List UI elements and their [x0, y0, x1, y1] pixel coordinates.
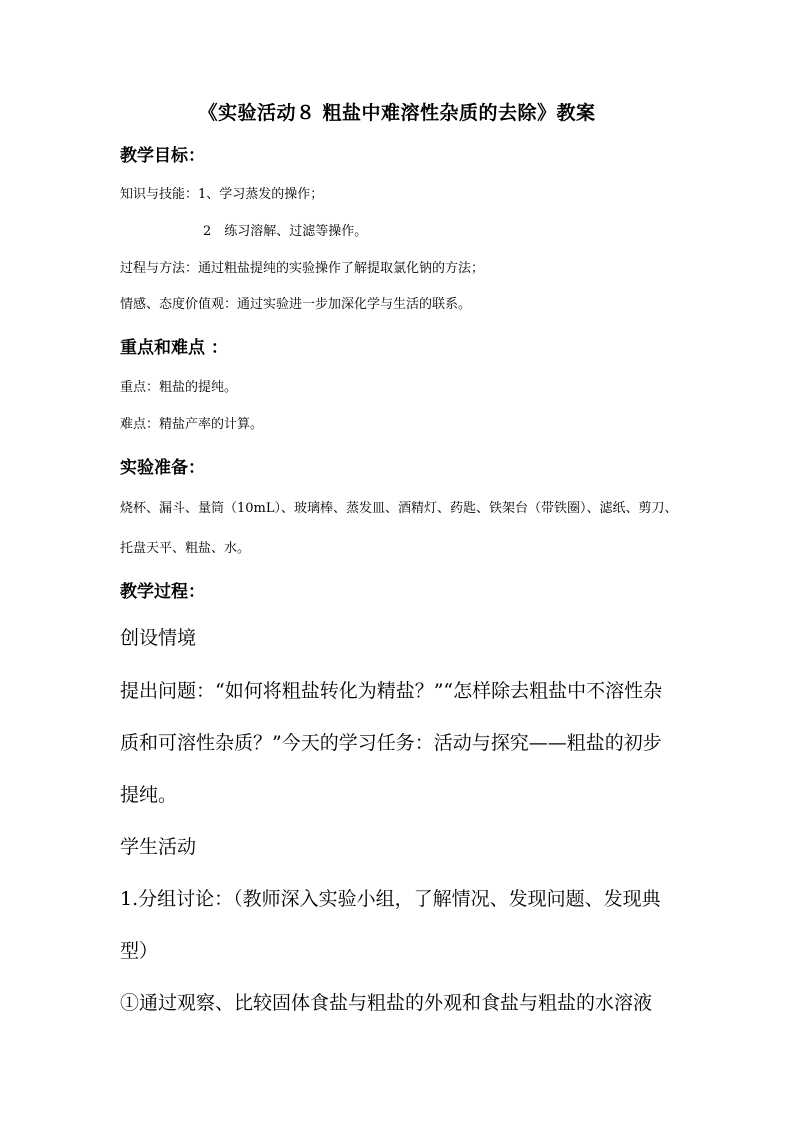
process-heading: 教学过程：	[120, 582, 205, 602]
keypoints-heading: 重点和难点 ：	[120, 338, 228, 358]
preparation-materials: 烧杯、漏斗、量筒（10mL）、玻璃棒、蒸发皿、酒精灯、药匙、铁架台（带铁圈）、滤纸、剪刀、托盘天平、粗盐、水。	[120, 501, 678, 556]
keypoint-difficulty: 难点：精盐产率的计算。	[120, 417, 264, 432]
objective-process: 过程与方法：通过粗盐提纯的实验操作了解提取氯化钠的方法；	[120, 261, 485, 276]
objective-emotion: 情感、态度价值观：通过实验进一步加深化学与生活的联系。	[120, 297, 472, 312]
scenario-label: 创设情境	[120, 627, 197, 649]
keypoint-key: 重点：粗盐的提纯。	[120, 380, 238, 395]
observation-paragraph: ①通过观察、比较固体食盐与粗盐的外观和食盐与粗盐的水溶液	[120, 992, 653, 1014]
discussion-paragraph: 1.分组讨论：（教师深入实验小组，了解情况、发现问题、发现典型）	[120, 888, 661, 962]
preparation-heading: 实验准备：	[120, 458, 205, 478]
objective-knowledge-2: 2 练习溶解、过滤等操作。	[203, 224, 368, 239]
student-activity-label: 学生活动	[120, 836, 197, 858]
objectives-heading: 教学目标：	[120, 146, 205, 166]
question-paragraph: 提出问题：“如何将粗盐转化为精盐？”“怎样除去粗盐中不溶性杂质和可溶性杂质？”今天的学习任务：活动与探究——粗盐的初步提纯。	[120, 680, 663, 806]
objective-knowledge-1: 知识与技能：1、学习蒸发的操作；	[120, 187, 324, 202]
document-title: 《实验活动８ 粗盐中难溶性杂质的去除》教案	[198, 102, 596, 124]
